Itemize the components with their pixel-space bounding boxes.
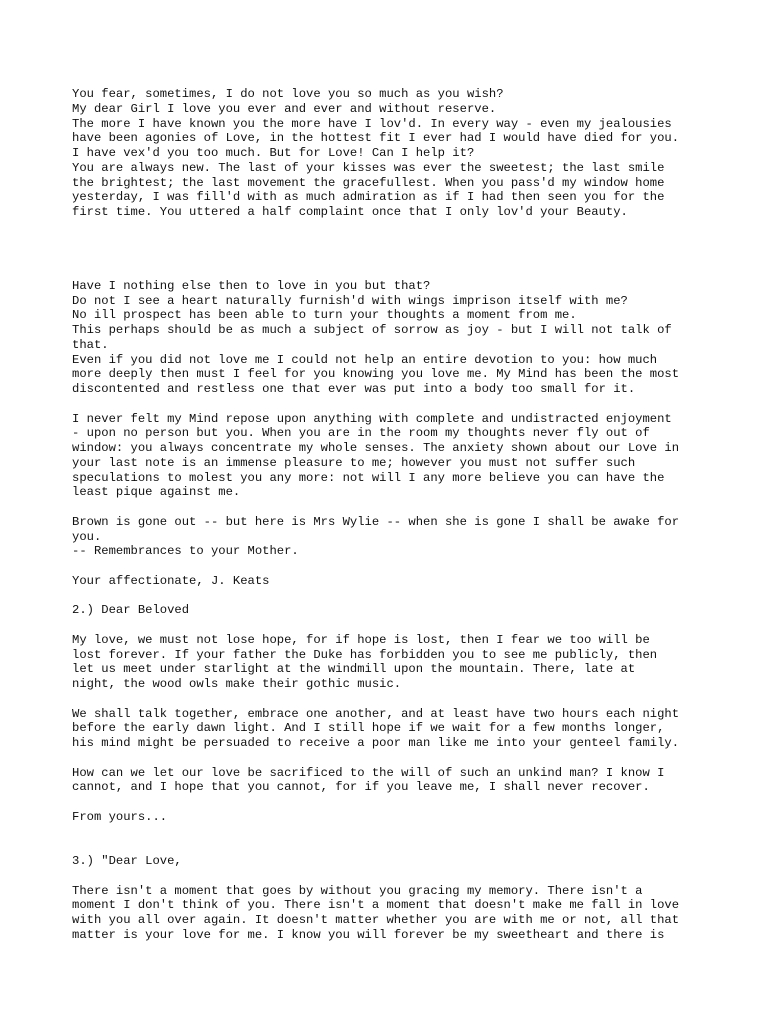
text-line: 2.) Dear Beloved xyxy=(72,603,190,618)
text-line: I never felt my Mind repose upon anything with complete and undistracted enjoyment xyxy=(72,411,672,426)
text-line: more deeply then must I feel for you knowing you love me. My Mind has been the most xyxy=(72,367,680,382)
text-line: speculations to molest you any more: not will I any more believe you can have the xyxy=(72,470,665,485)
text-line: with you all over again. It doesn't matter whether you are with me or not, all that xyxy=(72,913,680,927)
text-line: cannot, and I hope that you cannot, for if you leave me, I shall never recover. xyxy=(72,780,650,795)
text-line xyxy=(72,692,712,707)
text-line xyxy=(72,618,712,633)
text-line: From yours... xyxy=(72,809,168,824)
text-line: The more I have known you the more have I lov'd. In every way - even my jealousies xyxy=(72,116,672,131)
text-line: matter is your love for me. I know you will forever be my sweetheart and there is xyxy=(72,927,665,942)
text-line: the brightest; the last movement the gracefullest. When you pass'd my window home xyxy=(72,175,665,190)
text-line: have been agonies of Love, in the hottest fit I ever had I would have died for you. xyxy=(72,131,680,146)
text-line xyxy=(72,839,712,854)
text-line xyxy=(72,235,712,250)
text-line xyxy=(72,220,712,235)
text-line: -- Remembrances to your Mother. xyxy=(72,544,299,559)
text-line: Brown is gone out -- but here is Mrs Wylie -- when she is gone I shall be awake for xyxy=(72,514,680,529)
text-line: Your affectionate, J. Keats xyxy=(72,573,270,588)
text-line xyxy=(72,559,712,574)
text-line: first time. You uttered a half complaint once that I only lov'd your Beauty. xyxy=(72,205,628,219)
text-line xyxy=(72,397,712,412)
text-line: How can we let our love be sacrificed to the will of such an unkind man? I know I xyxy=(72,765,665,780)
text-line: Do not I see a heart naturally furnish'd with wings imprison itself with me? xyxy=(72,293,628,308)
text-line: You fear, sometimes, I do not love you so much as you wish? xyxy=(72,87,504,101)
text-line: yesterday, I was fill'd with as much admiration as if I had then seen you for the xyxy=(72,190,665,205)
text-line: your last note is an immense pleasure to me; however you must not suffer such xyxy=(72,455,636,470)
document-body xyxy=(72,87,712,943)
text-line: 3.) "Dear Love, xyxy=(72,854,182,868)
text-line: discontented and restless one that ever was put into a body too small for it. xyxy=(72,382,636,396)
text-line: There isn't a moment that goes by without you gracing my memory. There isn't a xyxy=(72,883,643,898)
text-line xyxy=(72,589,712,604)
text-line xyxy=(72,869,712,884)
text-line: night, the wood owls make their gothic music. xyxy=(72,677,402,691)
text-line: before the early dawn light. And I still hope if we wait for a few months longer, xyxy=(72,721,665,736)
text-line: window: you always concentrate my whole senses. The anxiety shown about our Love in xyxy=(72,441,680,455)
text-line: that. xyxy=(72,337,109,352)
text-line: This perhaps should be as much a subject of sorrow as joy - but I will not talk of xyxy=(72,323,672,337)
text-line xyxy=(72,825,712,840)
text-line: you. xyxy=(72,529,102,544)
text-line: My love, we must not lose hope, for if hope is lost, then I fear we too will be xyxy=(72,632,650,647)
text-line: You are always new. The last of your kisses was ever the sweetest; the last smile xyxy=(72,160,665,175)
text-line: his mind might be persuaded to receive a poor man like me into your genteel family. xyxy=(72,736,680,750)
text-line: let us meet under starlight at the windmill upon the mountain. There, late at xyxy=(72,662,636,677)
text-line xyxy=(72,751,712,766)
text-line xyxy=(72,249,712,264)
text-line: We shall talk together, embrace one another, and at least have two hours each night xyxy=(72,706,680,721)
text-line: I have vex'd you too much. But for Love! Can I help it? xyxy=(72,146,475,160)
text-line: Have I nothing else then to love in you but that? xyxy=(72,278,431,293)
text-line: My dear Girl I love you ever and ever and without reserve. xyxy=(72,101,497,116)
text-line xyxy=(72,264,712,279)
text-line: least pique against me. xyxy=(72,485,241,500)
text-line: moment I don't think of you. There isn't a moment that doesn't make me fall in love xyxy=(72,898,680,913)
text-line: - upon no person but you. When you are in the room my thoughts never fly out of xyxy=(72,426,650,441)
text-line xyxy=(72,500,712,515)
text-line: lost forever. If your father the Duke has forbidden you to see me publicly, then xyxy=(72,647,658,662)
text-line: No ill prospect has been able to turn your thoughts a moment from me. xyxy=(72,308,577,323)
text-line xyxy=(72,795,712,810)
text-line: Even if you did not love me I could not help an entire devotion to you: how much xyxy=(72,352,658,367)
